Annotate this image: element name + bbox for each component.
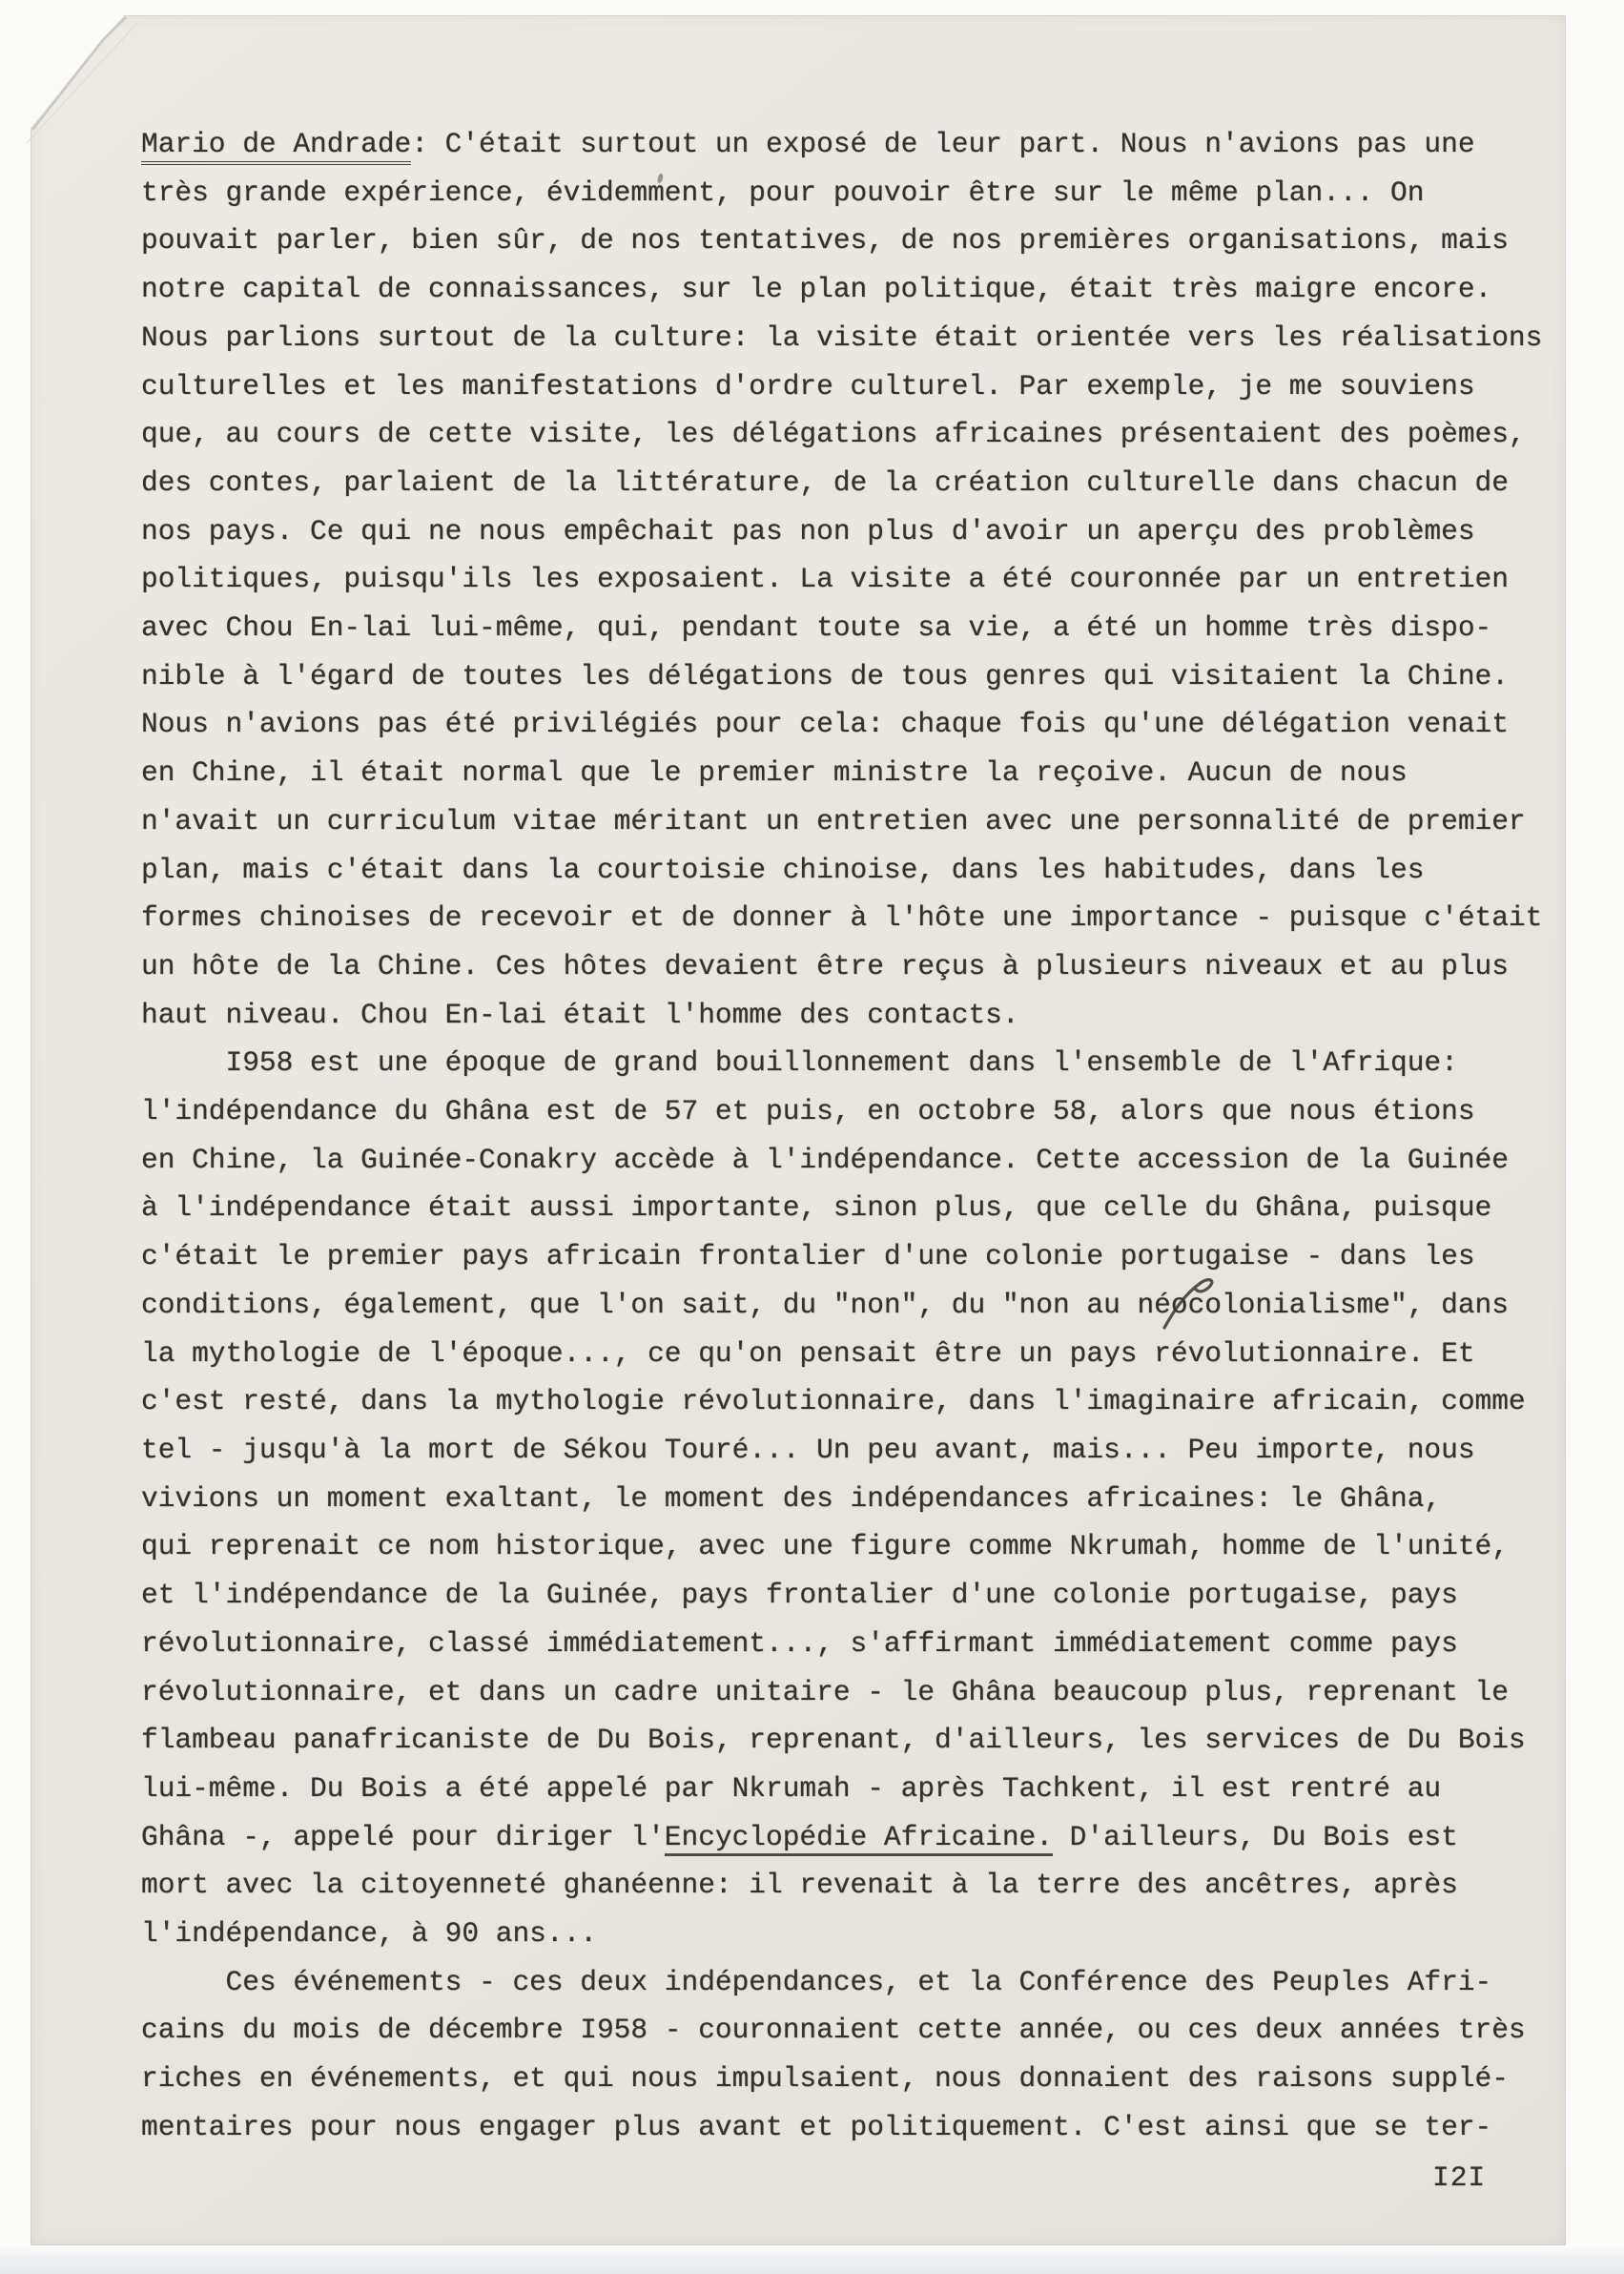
text-line: flambeau panafricaniste de Du Bois, reprenant, d'ailleurs, les services de Du Bois <box>141 1724 1526 1757</box>
text-line: l'indépendance, à 90 ans... <box>141 1917 597 1951</box>
text-line: en Chine, il était normal que le premier ministre la reçoive. Aucun de nous <box>141 756 1408 790</box>
text-line: nos pays. Ce qui ne nous empêchait pas non plus d'avoir un aperçu des problèmes <box>141 514 1475 548</box>
text-line: tel - jusqu'à la mort de Sékou Touré... Un peu avant, mais... Peu importe, nous <box>141 1433 1475 1466</box>
text-line: Mario de Andrade: C'était surtout un exposé de leur part. Nous n'avions pas une <box>141 120 1542 169</box>
text-line: conditions, également, que l'on sait, du "non", du "non au néocolonialisme", dans <box>141 1288 1509 1321</box>
text-line: formes chinoises de recevoir et de donner à l'hôte une importance - puisque c'était <box>141 901 1543 935</box>
text-line: notre capital de connaissances, sur le plan politique, était très maigre encore. <box>141 273 1492 306</box>
text-line: l'indépendance du Ghâna est de 57 et puis, en octobre 58, alors que nous étions <box>141 1095 1475 1128</box>
text-line: que, au cours de cette visite, les délégations africaines présentaient des poèmes, <box>141 418 1526 451</box>
text-line: n'avait un curriculum vitae méritant un entretien avec une personnalité de premier <box>141 804 1526 837</box>
text-line: culturelles et les manifestations d'ordre culturel. Par exemple, je me souviens <box>141 369 1475 403</box>
text-line: vivions un moment exaltant, le moment des indépendances africaines: le Ghâna, <box>141 1481 1442 1515</box>
text-line: cains du mois de décembre I958 - couronnaient cette année, ou ces deux années très <box>141 2014 1526 2047</box>
scanner-edge-strip <box>0 2243 1624 2274</box>
text-line: la mythologie de l'époque..., ce qu'on pensait être un pays révolutionnaire. Et <box>141 1336 1475 1370</box>
text-line: Ces événements - ces deux indépendances, et la Conférence des Peuples Afri- <box>141 1965 1492 1998</box>
text-line: plan, mais c'était dans la courtoisie chinoise, dans les habitudes, dans les <box>141 853 1425 886</box>
page-number: I2I <box>1432 2161 1487 2194</box>
text-line: en Chine, la Guinée-Conakry accède à l'indépendance. Cette accession de la Guinée <box>141 1143 1509 1176</box>
underlined-title: Encyclopédie Africaine. <box>665 1821 1053 1856</box>
text-line: des contes, parlaient de la littérature, de la création culturelle dans chacun de <box>141 465 1509 499</box>
text-line: riches en événements, et qui nous impulsaient, nous donnaient des raisons supplé- <box>141 2062 1509 2096</box>
text-block <box>141 120 1542 2152</box>
text-line: un hôte de la Chine. Ces hôtes devaient être reçus à plusieurs niveaux et au plus <box>141 949 1509 982</box>
text-line: à l'indépendance était aussi importante, sinon plus, que celle du Ghâna, puisque <box>141 1191 1492 1225</box>
text-line: haut niveau. Chou En-lai était l'homme des contacts. <box>141 998 1019 1031</box>
text-line: Nous parlions surtout de la culture: la visite était orientée vers les réalisations <box>141 320 1543 354</box>
text-line: mentaires pour nous engager plus avant et politiquement. C'est ainsi que se ter- <box>141 2110 1492 2143</box>
text-line: Nous n'avions pas été privilégiés pour cela: chaque fois qu'une délégation venait <box>141 708 1509 741</box>
text-line: très grande expérience, évidemment, pour pouvoir être sur le même plan... On <box>141 176 1425 209</box>
text-line: c'est resté, dans la mythologie révolutionnaire, dans l'imaginaire africain, comme <box>141 1385 1526 1418</box>
text-line: révolutionnaire, et dans un cadre unitaire - le Ghâna beaucoup plus, reprenant le <box>141 1675 1509 1708</box>
text-line: nible à l'égard de toutes les délégations de tous genres qui visitaient la Chine. <box>141 659 1509 693</box>
text-line: qui reprenait ce nom historique, avec une figure comme Nkrumah, homme de l'unité, <box>141 1530 1509 1563</box>
text-line: et l'indépendance de la Guinée, pays frontalier d'une colonie portugaise, pays <box>141 1579 1458 1612</box>
text-line: avec Chou En-lai lui-même, qui, pendant toute sa vie, a été un homme très dispo- <box>141 611 1492 645</box>
text-line: révolutionnaire, classé immédiatement..., s'affirmant immédiatement comme pays <box>141 1626 1458 1660</box>
text-line: politiques, puisqu'ils les exposaient. La visite a été couronnée par un entretien <box>141 563 1509 596</box>
text-line: I958 est une époque de grand bouillonnement dans l'ensemble de l'Afrique: <box>141 1046 1458 1080</box>
text-line: mort avec la citoyenneté ghanéenne: il revenait à la terre des ancêtres, après <box>141 1869 1458 1902</box>
speaker-name: Mario de Andrade <box>141 128 411 165</box>
text-line: Ghâna -, appelé pour diriger l'Encyclopédie Africaine. D'ailleurs, Du Bois est <box>141 1813 1542 1862</box>
text-line: lui-même. Du Bois a été appelé par Nkrumah - après Tachkent, il est rentré au <box>141 1771 1442 1805</box>
text-line: pouvait parler, bien sûr, de nos tentatives, de nos premières organisations, mais <box>141 224 1509 258</box>
text-line: c'était le premier pays africain frontalier d'une colonie portugaise - dans les <box>141 1240 1475 1273</box>
